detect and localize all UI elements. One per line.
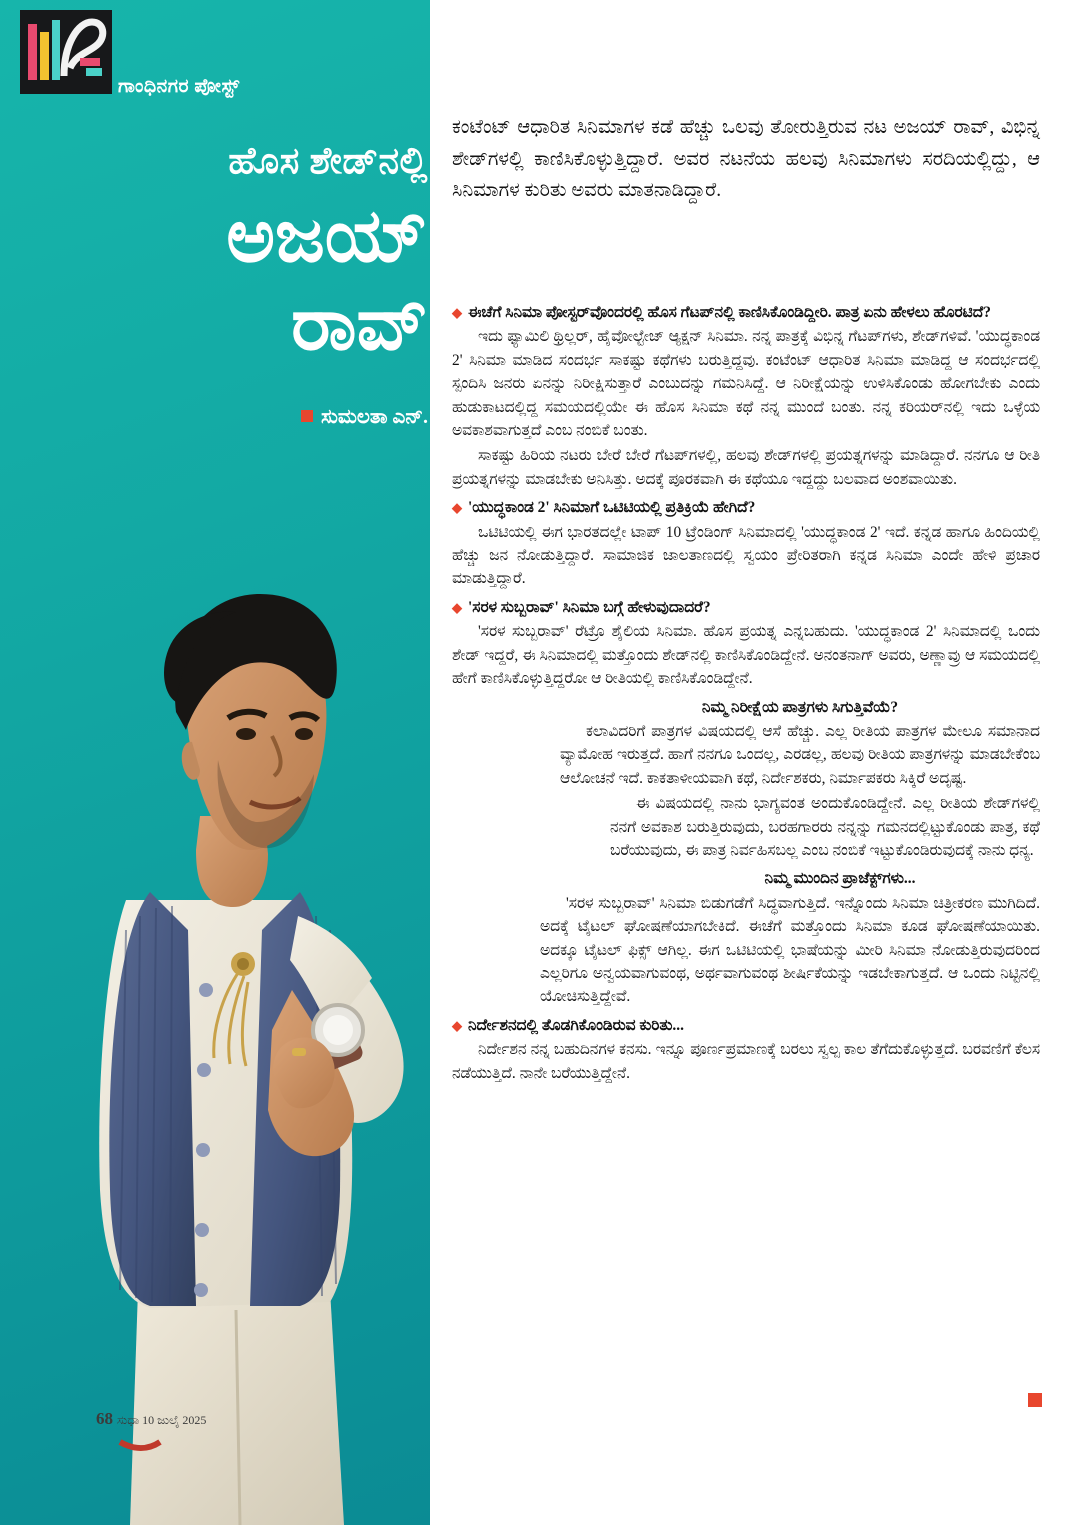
question-text: ನಿರ್ದೇಶನದಲ್ಲಿ ತೊಡಗಿಕೊಂಡಿರುವ ಕುರಿತು... xyxy=(468,1016,684,1034)
answer: ಸಾಕಷ್ಟು ಹಿರಿಯ ನಟರು ಬೇರೆ ಬೇರೆ ಗೆಟಪ್‌ಗಳಲ್ಲಿ, ಹಲವು ಶೇಡ್‌ಗಳಲ್ಲಿ ಪ್ರಯತ್ನಗಳನ್ನು ಮಾಡಿದ್ದಾರೆ. ನನಗೂ ಆ ರೀತಿ ಪ್ರಯತ್ನಗಳನ್ನು ಮಾಡಬೇಕು ಅನಿಸಿತ್ತು. ಅದಕ್ಕೆ ಪೂರಕವಾಗಿ ಈ ಕಥೆಯೂ ಇದ್ದದ್ದು ಬಲವಾದ ಅಂಶವಾಯಿತು. xyxy=(452,447,1040,488)
article-body xyxy=(452,296,1040,1087)
question-text: 'ಸರಳ ಸುಬ್ಬರಾವ್' ಸಿನಿಮಾ ಬಗ್ಗೆ ಹೇಳುವುದಾದರೆ? xyxy=(468,598,711,616)
question xyxy=(452,496,1040,519)
question-text: 'ಯುದ್ಧಕಾಂಡ 2' ಸಿನಿಮಾಗೆ ಒಟಿಟಿಯಲ್ಲಿ ಪ್ರತಿಕ್ರಿಯೆ ಹೇಗಿದೆ? xyxy=(468,499,756,517)
answer: ಈ ವಿಷಯದಲ್ಲಿ ನಾನು ಭಾಗ್ಯವಂತ ಅಂದುಕೊಂಡಿದ್ದೇನೆ. ಎಲ್ಲ ರೀತಿಯ ಶೇಡ್‌ಗಳಲ್ಲಿ ನನಗೆ ಅವಕಾಶ ಬರುತ್ತಿರುವುದು, ಬರಹಗಾರರು ನನ್ನನ್ನು ಗಮನದಲ್ಲಿಟ್ಟುಕೊಂಡು ಪಾತ್ರ, ಕಥೆ ಬರೆಯುವುದು, ಈ ಪಾತ್ರ ನಿರ್ವಹಿಸಬಲ್ಲ ಎಂಬ ನಂಬಿಕೆ ಇಟ್ಟುಕೊಂಡಿರುವುದಕ್ಕೆ ನಾನು ಧನ್ಯ. xyxy=(610,795,1040,859)
answer: 'ಸರಳ ಸುಬ್ಬರಾವ್' ಸಿನಿಮಾ ಬಿಡುಗಡೆಗೆ ಸಿದ್ಧವಾಗುತ್ತಿದೆ. ಇನ್ನೊಂದು ಸಿನಿಮಾ ಚಿತ್ರೀಕರಣ ಮುಗಿದಿದೆ. ಅದಕ್ಕೆ ಟೈಟಲ್ ಘೋಷಣೆಯಾಗಬೇಕಿದೆ. ಈಚೆಗೆ ಮತ್ತೊಂದು ಸಿನಿಮಾ ಕೂಡ ಘೋಷಣೆಯಾಯಿತು. ಅದಕ್ಕೂ ಟೈಟಲ್ ಫಿಕ್ಸ್ ಆಗಿಲ್ಲ. ಈಗ ಒಟಿಟಿಯಲ್ಲಿ ಭಾಷೆಯನ್ನು ಮೀರಿ ಸಿನಿಮಾ ನೋಡುತ್ತಿರುವುದರಿಂದ ಎಲ್ಲರಿಗೂ ಅನ್ವಯವಾಗುವಂಥ, ಅರ್ಥವಾಗುವಂಥ ಶೀರ್ಷಿಕೆಯನ್ನು ಇಡಬೇಕಾಗುತ್ತದೆ. ಆ ಒಂದು ನಿಟ್ಟಿನಲ್ಲಿ ಯೋಚಿಸುತ್ತಿದ್ದೇವೆ. xyxy=(540,894,1040,1006)
diamond-icon: ◆ xyxy=(452,500,462,516)
actor-photo xyxy=(0,430,470,1525)
question xyxy=(452,301,1040,324)
folio xyxy=(96,1409,206,1429)
folio-issue-text: ಸುಧಾ 10 ಜುಲೈ 2025 xyxy=(117,1413,207,1427)
question: ನಿಮ್ಮ ಮುಂದಿನ ಪ್ರಾಜೆಕ್ಟ್‌ಗಳು... xyxy=(764,870,916,888)
answer: ಒಟಿಟಿಯಲ್ಲಿ ಈಗ ಭಾರತದಲ್ಲೇ ಟಾಪ್ 10 ಟ್ರೆಂಡಿಂಗ್ ಸಿನಿಮಾದಲ್ಲಿ 'ಯುದ್ಧಕಾಂಡ 2' ಇದೆ. ಕನ್ನಡ ಹಾಗೂ ಹಿಂದಿಯಲ್ಲಿ ಹೆಚ್ಚು ಜನ ನೋಡುತ್ತಿದ್ದಾರೆ. ಸಾಮಾಜಿಕ ಜಾಲತಾಣದಲ್ಲಿ ಸ್ವಯಂ ಪ್ರೇರಿತರಾಗಿ ಕನ್ನಡ ಸಿನಿಮಾ ಎಂದೇ ಹೇಳಿ ಪ್ರಚಾರ ಮಾಡುತ್ತಿದ್ದಾರೆ. xyxy=(452,523,1040,588)
diamond-icon: ◆ xyxy=(452,305,462,320)
diamond-icon: ◆ xyxy=(452,1017,462,1033)
diamond-icon: ◆ xyxy=(452,599,462,615)
standfirst: ಕಂಟೆಂಟ್ ಆಧಾರಿತ ಸಿನಿಮಾಗಳ ಕಡೆ ಹೆಚ್ಚು ಒಲವು ತೋರುತ್ತಿರುವ ನಟ ಅಜಯ್ ರಾವ್, ವಿಭಿನ್ನ ಶೇಡ್‌ಗಳಲ್ಲಿ ಕಾಣಿಸಿಕೊಳ್ಳುತ್ತಿದ್ದಾರೆ. ಅವರ ನಟನೆಯ ಹಲವು ಸಿನಿಮಾಗಳು ಸರದಿಯಲ್ಲಿದ್ದು, ಆ ಸಿನಿಮಾಗಳ ಕುರಿತು ಅವರು ಮಾತನಾಡಿದ್ದಾರೆ. xyxy=(452,117,1040,202)
magazine-logo xyxy=(20,10,112,94)
byline-text: ಸುಮಲತಾ ಎನ್. xyxy=(320,406,428,428)
folio-page-number: 68 xyxy=(96,1409,113,1428)
answer: ಇದು ಫ್ಯಾಮಿಲಿ ಥ್ರಿಲ್ಲರ್, ಹೈವೋಲ್ಟೇಜ್ ಆ್ಯಕ್ಷನ್ ಸಿನಿಮಾ. ನನ್ನ ಪಾತ್ರಕ್ಕೆ ವಿಭಿನ್ನ ಗೆಟಪ್‌ಗಳು, ಶೇಡ್‌ಗಳಿವೆ. 'ಯುದ್ಧಕಾಂಡ 2' ಸಿನಿಮಾ ಮಾಡಿದ ಸಂದರ್ಭ ಸಾಕಷ್ಟು ಕಥೆಗಳು ಬರುತ್ತಿದ್ದವು. ಕಂಟೆಂಟ್ ಆಧಾರಿತ ಸಿನಿಮಾ ಮಾಡಿದ್ದ ಆ ಸಂದರ್ಭದಲ್ಲಿ ಸ್ಪಂದಿಸಿ ಜನರು ಏನನ್ನು ನಿರೀಕ್ಷಿಸುತ್ತಾರೆ ಎಂಬುದನ್ನು ಗಮನಿಸಿದ್ದೆ. ಆ ನಿರೀಕ್ಷೆಯನ್ನು ಉಳಿಸಿಕೊಂಡು ಹೋಗಬೇಕು ಎಂದು ಹುಡುಕಾಟದಲ್ಲಿದ್ದ ಸಮಯದಲ್ಲಿಯೇ ಈ ಹೊಸ ಸಿನಿಮಾ ಕಥೆ ನನ್ನ ಮುಂದೆ ಬಂತು. ನನ್ನ ಕರಿಯರ್‌ನಲ್ಲಿ ಇದು ಒಳ್ಳೆಯ ಅವಕಾಶವಾಗುತ್ತದೆ ಎಂಬ ನಂಬಿಕೆ ಬಂತು. xyxy=(452,328,1040,440)
logo-artwork xyxy=(20,10,112,94)
question: ನಿಮ್ಮ ನಿರೀಕ್ಷೆಯ ಪಾತ್ರಗಳು ಸಿಗುತ್ತಿವೆಯೆ? xyxy=(701,698,899,716)
answer: 'ಸರಳ ಸುಬ್ಬರಾವ್' ರೆಟ್ರೊ ಶೈಲಿಯ ಸಿನಿಮಾ. ಹೊಸ ಪ್ರಯತ್ನ ಎನ್ನಬಹುದು. 'ಯುದ್ಧಕಾಂಡ 2' ಸಿನಿಮಾದಲ್ಲಿ ಒಂದು ಶೇಡ್ ಇದ್ದರೆ, ಈ ಸಿನಿಮಾದಲ್ಲಿ ಮತ್ತೊಂದು ಶೇಡ್‌ನಲ್ಲಿ ಕಾಣಿಸಿಕೊಂಡಿದ್ದೇನೆ. ಅನಂತನಾಗ್ ಅವರು, ಅಣ್ಣಾವ್ರು ಆ ಸಮಯದಲ್ಲಿ ಹೇಗೆ ಕಾಣಿಸಿಕೊಳ್ಳುತ್ತಿದ್ದರೋ ಆ ರೀತಿಯಲ್ಲಿ ಕಾಣಿಸಿಕೊಂಡಿದ್ದೇನೆ. xyxy=(452,623,1040,688)
question-text: ಈಚೆಗೆ ಸಿನಿಮಾ ಪೋಸ್ಟರ್‌ವೊಂದರಲ್ಲಿ ಹೊಸ ಗೆಟಪ್‌ನಲ್ಲಿ ಕಾಣಿಸಿಕೊಂಡಿದ್ದೀರಿ. ಪಾತ್ರ ಏನು ಹೇಳಲು ಹೊರಟಿದೆ? xyxy=(468,304,991,321)
question xyxy=(452,1014,1040,1037)
headline-name-line1: ಅಜಯ್ xyxy=(226,196,428,278)
byline-square-icon xyxy=(301,410,313,422)
question xyxy=(452,596,1040,619)
headline-kicker: ಹೊಸ ಶೇಡ್‌ನಲ್ಲಿ xyxy=(228,141,428,182)
end-of-article-marker xyxy=(1028,1393,1042,1407)
byline xyxy=(100,406,428,429)
answer: ಕಲಾವಿದರಿಗೆ ಪಾತ್ರಗಳ ವಿಷಯದಲ್ಲಿ ಆಸೆ ಹೆಚ್ಚು. ಎಲ್ಲ ರೀತಿಯ ಪಾತ್ರಗಳ ಮೇಲೂ ಸಮಾನಾದ ವ್ಯಾಮೋಹ ಇರುತ್ತದೆ. ಹಾಗೆ ನನಗೂ ಒಂದಲ್ಲ, ಎರಡಲ್ಲ, ಹಲವು ರೀತಿಯ ಪಾತ್ರಗಳನ್ನು ಮಾಡಬೇಕೆಂಬ ಆಲೋಚನೆ ಇದೆ. ಕಾಕತಾಳೀಯವಾಗಿ ಕಥೆ, ನಿರ್ದೇಶಕರು, ನಿರ್ಮಾಪಕರು ಸಿಕ್ಕಿರೆ ಅದೃಷ್ಟ. xyxy=(560,722,1040,787)
section-label: ಗಾಂಧಿನಗರ ಪೋಸ್ಟ್ xyxy=(118,76,240,97)
headline-name-line2: ರಾವ್ xyxy=(291,284,428,366)
answer: ನಿರ್ದೇಶನ ನನ್ನ ಬಹುದಿನಗಳ ಕನಸು. ಇನ್ನೂ ಪೂರ್ಣಪ್ರಮಾಣಕ್ಕೆ ಬರಲು ಸ್ವಲ್ಪ ಕಾಲ ತೆಗೆದುಕೊಳ್ಳುತ್ತದೆ. ಬರವಣಿಗೆ ಕೆಲಸ ನಡೆಯುತ್ತಿದೆ. ನಾನೇ ಬರೆಯುತ್ತಿದ್ದೇನೆ. xyxy=(452,1041,1040,1082)
